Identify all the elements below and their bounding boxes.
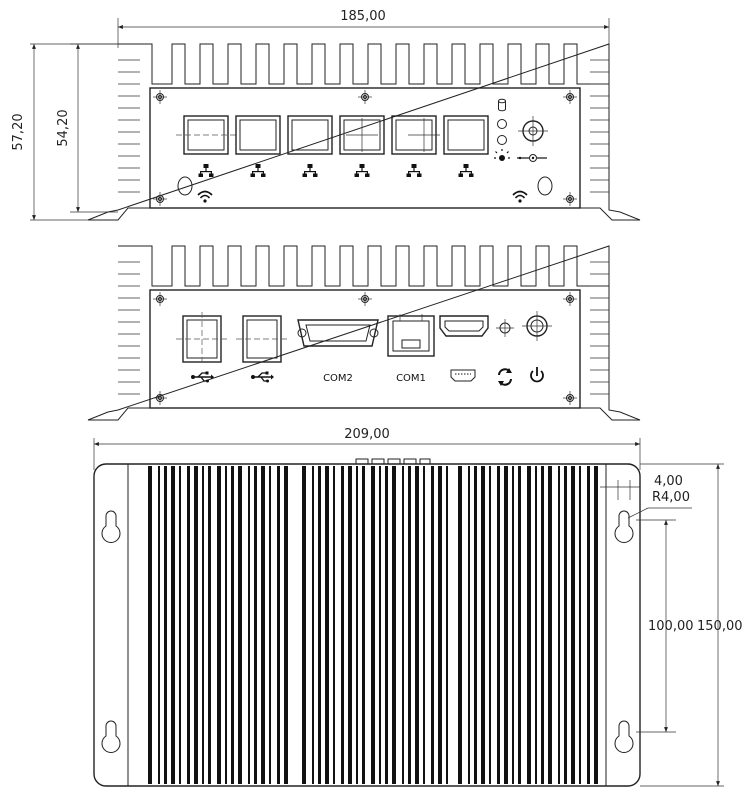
fin-stripe (481, 466, 485, 784)
network-icon (251, 164, 266, 177)
fin-stripe (148, 466, 152, 784)
fin-stripe (446, 466, 448, 784)
lan-port (444, 116, 488, 154)
fin-stripe (158, 466, 160, 784)
fin-stripe (202, 466, 204, 784)
fin-stripe (254, 466, 257, 784)
screw-icon (563, 192, 577, 206)
fin-stripe (408, 466, 411, 784)
fin-stripe (318, 466, 321, 784)
hdmi-port (440, 316, 488, 336)
com1-label: COM1 (396, 373, 426, 384)
fin-stripe (225, 466, 227, 784)
status-led (498, 120, 507, 129)
rear-panel (150, 290, 580, 408)
fin-stripe (438, 466, 442, 784)
fin-stripe (371, 466, 375, 784)
fin-stripe (518, 466, 521, 784)
fin-stripe (468, 466, 470, 784)
screw-icon (358, 90, 372, 104)
screw-icon (153, 292, 167, 306)
com1-port (388, 314, 434, 356)
network-icon (303, 164, 318, 177)
heatsink-fins (148, 466, 598, 784)
screw-icon (153, 90, 167, 104)
fin-stripe (548, 466, 552, 784)
fin-stripe (385, 466, 388, 784)
front-chassis-outline (88, 44, 640, 220)
fin-stripe (489, 466, 491, 784)
fin-stripe (284, 466, 288, 784)
fin-stripe (423, 466, 425, 784)
dim-hole-radius: R4,00 (652, 490, 690, 505)
screw-icon (563, 292, 577, 306)
fin-stripe (231, 466, 234, 784)
fin-stripe (333, 466, 335, 784)
hdmi-icon (451, 370, 475, 381)
fin-stripe (415, 466, 419, 784)
usb-icon (191, 372, 214, 383)
power-icon (531, 367, 543, 381)
fin-stripe (392, 466, 396, 784)
fin-stripe (348, 466, 352, 784)
fin-stripe (579, 466, 581, 784)
fin-stripe (527, 466, 531, 784)
fin-stripe (171, 466, 175, 784)
mount-slot-icon (615, 721, 633, 752)
fin-stripe (217, 466, 221, 784)
lan-port-inner (448, 120, 484, 150)
mount-slot-icon (102, 511, 120, 542)
fin-stripe (261, 466, 265, 784)
fin-stripe (302, 466, 306, 784)
front-panel (150, 88, 580, 208)
connector-protrusions (356, 459, 430, 464)
power-button (522, 311, 552, 341)
com2-port (298, 320, 378, 346)
fin-stripe (179, 466, 181, 784)
fin-stripe (277, 466, 280, 784)
screw-icon (563, 90, 577, 104)
fin-stripe (535, 466, 537, 784)
bottom-view (94, 427, 743, 786)
fin-stripe (594, 466, 598, 784)
dc-power-icon (517, 155, 547, 162)
dim-front-body-height: 54,20 (56, 109, 71, 147)
network-icon (355, 164, 370, 177)
rear-chassis-outline (88, 246, 640, 420)
antenna-hole (538, 177, 552, 195)
storage-icon (499, 99, 506, 111)
fin-stripe (564, 466, 567, 784)
screw-icon (153, 391, 167, 405)
fin-stripe (238, 466, 242, 784)
fin-stripe (558, 466, 560, 784)
fin-stripe (497, 466, 500, 784)
lan-port (236, 116, 280, 154)
fin-stripe (164, 466, 167, 784)
wifi-icon (198, 192, 212, 203)
fin-stripe (474, 466, 477, 784)
fin-stripe (312, 466, 314, 784)
network-icon (459, 164, 474, 177)
front-view (11, 9, 640, 220)
fin-stripe (341, 466, 344, 784)
fin-stripe (325, 466, 329, 784)
dim-front-width: 185,00 (340, 9, 386, 24)
screw-icon (563, 391, 577, 405)
fin-stripe (587, 466, 590, 784)
com2-label: COM2 (323, 373, 353, 384)
fin-stripe (187, 466, 190, 784)
fin-stripe (458, 466, 462, 784)
mount-slot-icon (615, 511, 633, 542)
dim-hole-offset: 4,00 (654, 474, 683, 489)
dim-bottom-width: 209,00 (344, 427, 390, 442)
reset-icon (498, 368, 512, 386)
fin-stripe (194, 466, 198, 784)
lan-port-inner (240, 120, 276, 150)
fin-stripe (512, 466, 514, 784)
fin-stripe (571, 466, 575, 784)
fin-stripe (504, 466, 508, 784)
leader-line (628, 508, 648, 518)
dim-hole-spacing: 100,00 (648, 619, 694, 634)
usb-port (236, 316, 288, 362)
rear-view (88, 246, 640, 420)
fin-stripe (431, 466, 434, 784)
dim-front-total-height: 57,20 (11, 113, 26, 151)
fin-stripe (208, 466, 211, 784)
network-icon (199, 164, 214, 177)
wifi-icon (513, 192, 527, 203)
fin-stripe (269, 466, 271, 784)
usb-port (176, 312, 230, 366)
usb-icon (251, 372, 274, 383)
fin-stripe (362, 466, 365, 784)
mount-slot-icon (102, 721, 120, 752)
dim-bottom-depth: 150,00 (697, 619, 743, 634)
fin-stripe (402, 466, 404, 784)
status-led (498, 136, 507, 145)
screw-icon (358, 292, 372, 306)
lan-port (288, 116, 332, 154)
lan-ports (176, 116, 488, 154)
fin-stripe (248, 466, 250, 784)
fin-stripe (356, 466, 358, 784)
fin-stripe (541, 466, 544, 784)
dc-jack (518, 116, 548, 146)
network-icon (407, 164, 422, 177)
fin-stripe (379, 466, 381, 784)
power-led-icon (494, 149, 510, 161)
reset-button (496, 319, 514, 337)
